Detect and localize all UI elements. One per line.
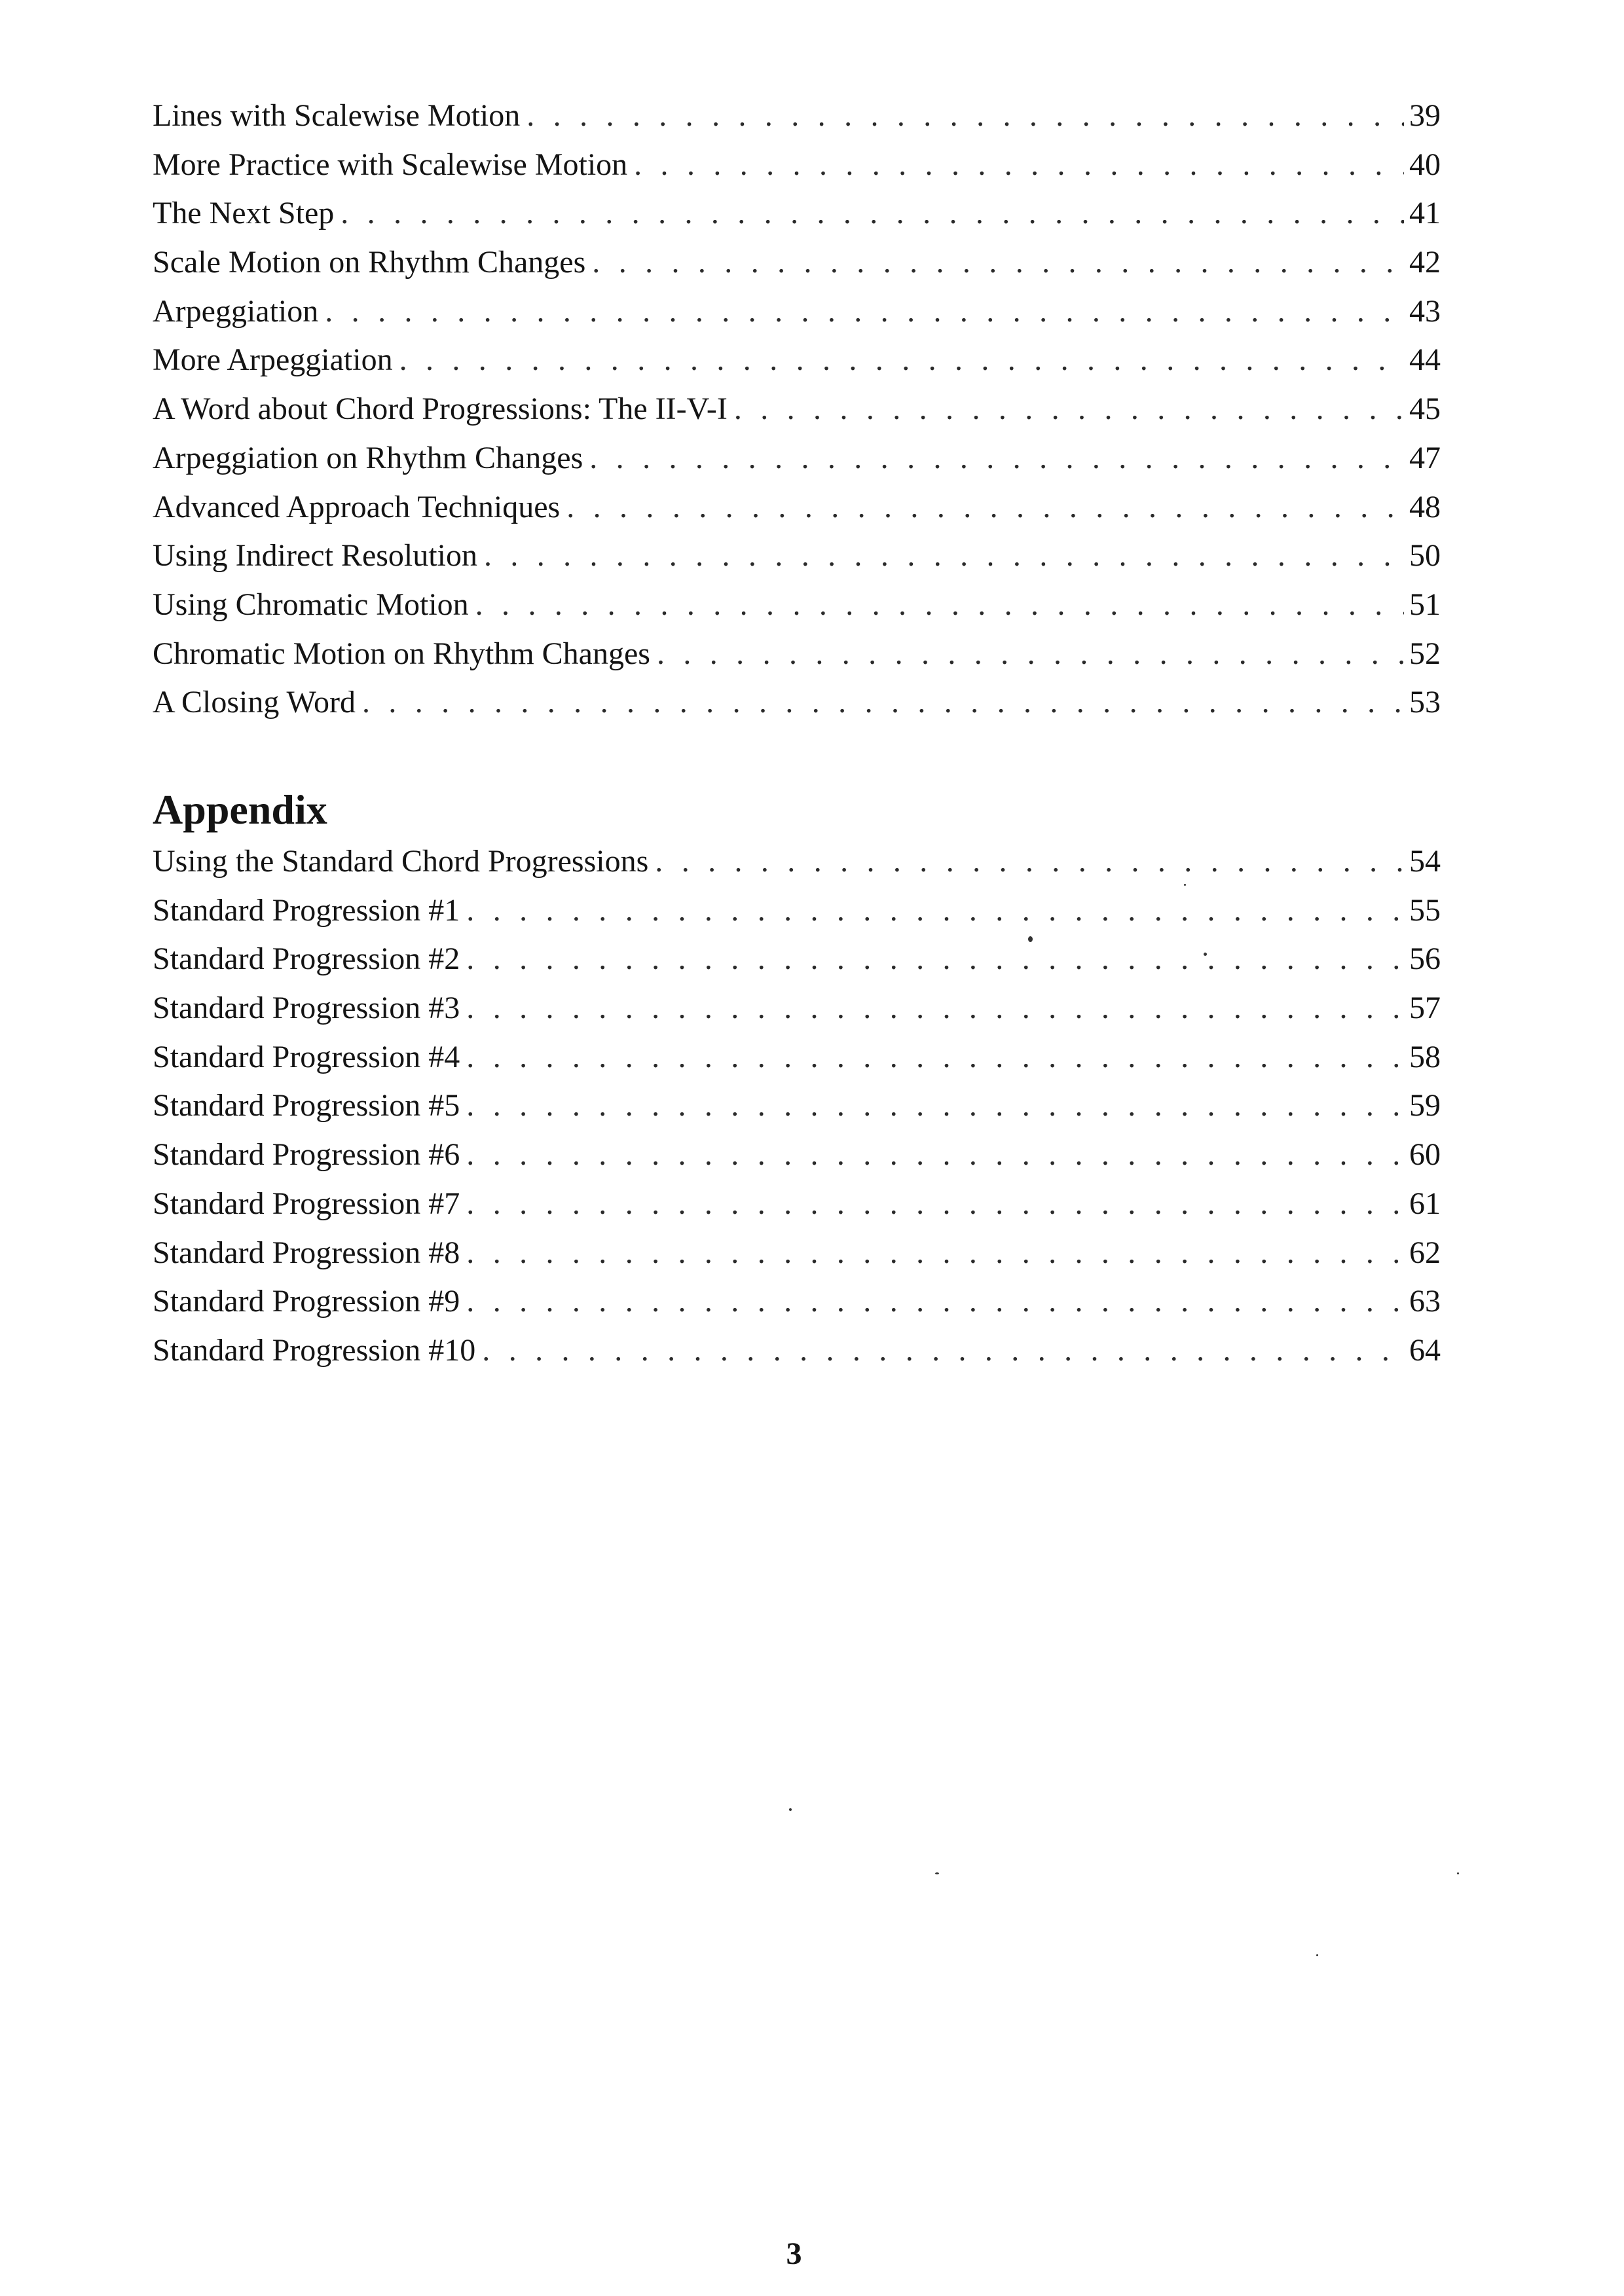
toc-entry-page: 43: [1409, 293, 1441, 329]
toc-list-main: [153, 92, 1441, 727]
dot-leader: [634, 141, 1404, 190]
toc-entry-title: Lines with Scalewise Motion: [153, 98, 521, 133]
toc-entry: [153, 238, 1441, 287]
toc-entry: [153, 935, 1441, 984]
toc-entry-title: Standard Progression #4: [153, 1039, 460, 1074]
toc-entry-page: 52: [1409, 636, 1441, 671]
dot-leader: [362, 678, 1404, 727]
toc-entry: [153, 1082, 1441, 1131]
toc-entry-title: Standard Progression #3: [153, 991, 460, 1026]
dot-leader: [399, 336, 1404, 385]
toc-entry-page: 42: [1409, 245, 1441, 280]
toc-entry: [153, 189, 1441, 238]
toc-entry: [153, 1033, 1441, 1082]
dot-leader: [466, 935, 1404, 984]
toc-entry-page: 60: [1409, 1137, 1441, 1173]
dot-leader: [655, 837, 1404, 886]
toc-entry-page: 45: [1409, 392, 1441, 427]
toc-entry: [153, 336, 1441, 385]
toc-entry: [153, 141, 1441, 190]
toc-entry: [153, 1180, 1441, 1229]
page-number: 3: [786, 2236, 802, 2271]
toc-entry-title: Standard Progression #8: [153, 1235, 460, 1270]
toc-entry: [153, 886, 1441, 936]
toc-entry-title: Chromatic Motion on Rhythm Changes: [153, 636, 650, 671]
toc-entry-page: 57: [1409, 991, 1441, 1026]
toc-entry-page: 61: [1409, 1186, 1441, 1221]
toc-entry-title: Standard Progression #1: [153, 892, 460, 928]
scan-speck: [1316, 1954, 1318, 1956]
toc-entry-title: More Practice with Scalewise Motion: [153, 147, 628, 182]
dot-leader: [592, 238, 1404, 287]
toc-entry: [153, 1229, 1441, 1278]
scan-speck: [1184, 884, 1186, 886]
toc-entry-title: Using Chromatic Motion: [153, 587, 469, 622]
toc-entry: [153, 581, 1441, 630]
toc-entry-title: A Word about Chord Progressions: The II-V-I: [153, 392, 728, 427]
dot-leader: [466, 1180, 1404, 1229]
toc-entry-title: Standard Progression #2: [153, 941, 460, 977]
toc-entry-title: The Next Step: [153, 196, 335, 231]
toc-entry-page: 39: [1409, 98, 1441, 133]
scan-speck: [1457, 1872, 1459, 1874]
dot-leader: [341, 189, 1404, 238]
toc-entry-title: Advanced Approach Techniques: [153, 489, 561, 524]
toc-entry: [153, 287, 1441, 337]
toc-entry-page: 53: [1409, 685, 1441, 720]
toc-entry: [153, 678, 1441, 727]
toc-entry: [153, 532, 1441, 581]
dot-leader: [466, 1131, 1404, 1180]
dot-leader: [325, 287, 1404, 337]
toc-entry: [153, 483, 1441, 532]
dot-leader: [466, 1229, 1404, 1278]
toc-entry-title: More Arpeggiation: [153, 342, 393, 378]
scan-speck: [789, 1808, 792, 1811]
dot-leader: [482, 1326, 1404, 1376]
toc-entry: [153, 1277, 1441, 1326]
dot-leader: [466, 1082, 1404, 1131]
toc-entry-title: A Closing Word: [153, 685, 356, 720]
scan-speck: [1204, 953, 1207, 956]
dot-leader: [466, 1277, 1404, 1326]
toc-entry-page: 44: [1409, 342, 1441, 378]
toc-entry-page: 59: [1409, 1088, 1441, 1123]
toc-entry-page: 47: [1409, 440, 1441, 475]
dot-leader: [466, 1033, 1404, 1082]
appendix-heading: Appendix: [153, 786, 327, 833]
toc-entry: [153, 434, 1441, 483]
toc-entry-title: Scale Motion on Rhythm Changes: [153, 245, 586, 280]
toc-entry-title: Standard Progression #7: [153, 1186, 460, 1221]
toc-entry-page: 54: [1409, 844, 1441, 879]
toc-entry-title: Standard Progression #6: [153, 1137, 460, 1173]
dot-leader: [466, 984, 1404, 1033]
toc-entry-page: 63: [1409, 1284, 1441, 1319]
dot-leader: [657, 630, 1404, 679]
toc-entry-page: 48: [1409, 489, 1441, 524]
toc-entry: [153, 92, 1441, 141]
toc-entry-page: 62: [1409, 1235, 1441, 1270]
toc-entry: [153, 630, 1441, 679]
toc-entry-title: Standard Progression #10: [153, 1332, 476, 1368]
scan-speck: [935, 1872, 939, 1874]
toc-entry-page: 51: [1409, 587, 1441, 622]
dot-leader: [466, 886, 1404, 936]
toc-entry-title: Arpeggiation: [153, 293, 319, 329]
toc-entry-page: 58: [1409, 1039, 1441, 1074]
toc-entry-title: Arpeggiation on Rhythm Changes: [153, 440, 583, 475]
toc-entry-title: Using Indirect Resolution: [153, 538, 477, 574]
toc-entry-page: 41: [1409, 196, 1441, 231]
toc-entry-title: Standard Progression #9: [153, 1284, 460, 1319]
dot-leader: [589, 434, 1404, 483]
toc-entry: [153, 1326, 1441, 1376]
dot-leader: [566, 483, 1404, 532]
dot-leader: [734, 385, 1404, 434]
toc-entry-page: 40: [1409, 147, 1441, 182]
appendix-section: [153, 782, 1441, 1376]
scan-speck: [1028, 936, 1033, 942]
dot-leader: [526, 92, 1404, 141]
toc-entry: [153, 385, 1441, 434]
toc-entry-title: Standard Progression #5: [153, 1088, 460, 1123]
toc-entry-page: 64: [1409, 1332, 1441, 1368]
toc-entry: [153, 837, 1441, 886]
toc-entry-page: 50: [1409, 538, 1441, 574]
dot-leader: [475, 581, 1404, 630]
dot-leader: [484, 532, 1404, 581]
toc-entry-title: Using the Standard Chord Progressions: [153, 844, 649, 879]
toc-entry-page: 55: [1409, 892, 1441, 928]
toc-entry: [153, 1131, 1441, 1180]
toc-entry: [153, 984, 1441, 1033]
toc-entry-page: 56: [1409, 941, 1441, 977]
